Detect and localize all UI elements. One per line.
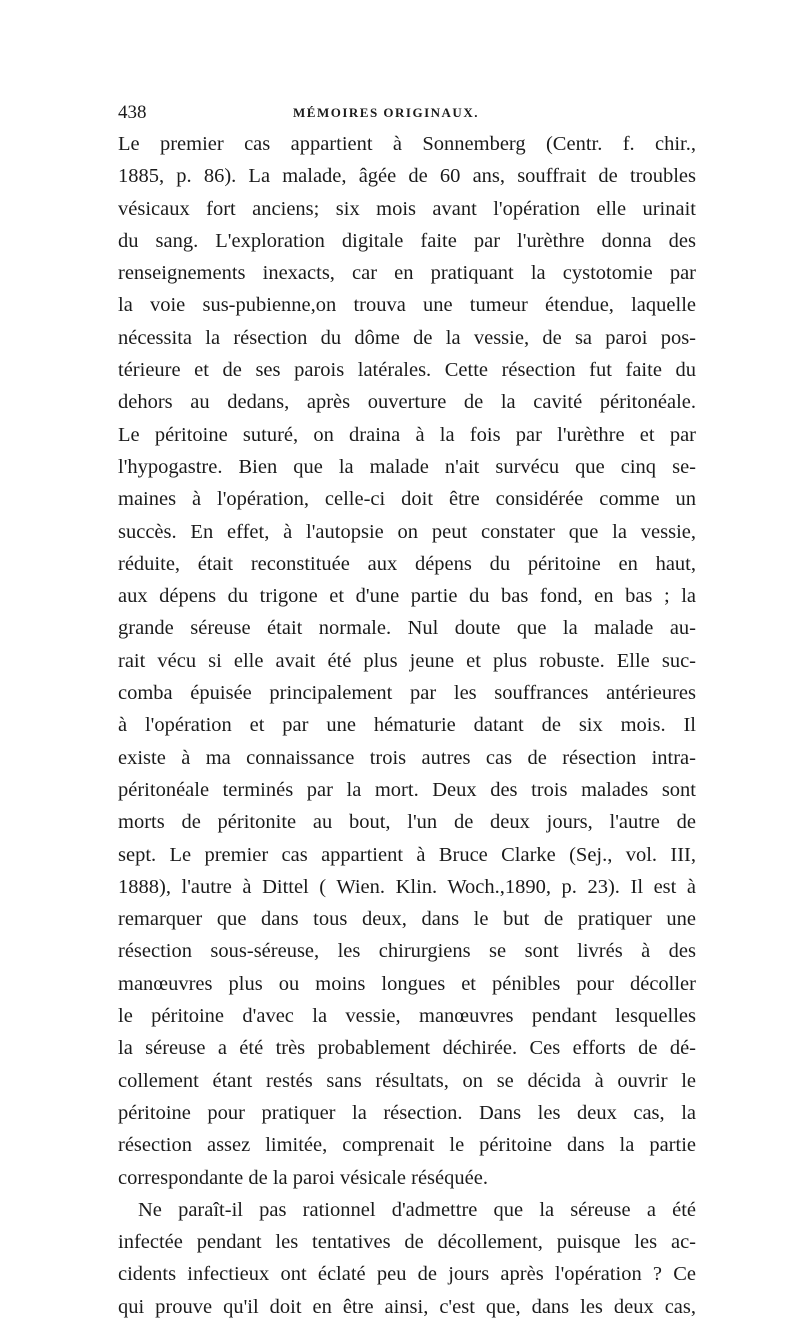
- text-line: péritonéale terminés par la mort. Deux des trois malades sont: [118, 778, 696, 801]
- body-text: [118, 128, 696, 1323]
- text-line: l'hypogastre. Bien que la malade n'ait survécu que cinq se-: [118, 455, 696, 478]
- text-line: collement étant restés sans résultats, on se décida à ouvrir le: [118, 1069, 696, 1092]
- text-line: manœuvres plus ou moins longues et pénibles pour décoller: [118, 972, 696, 995]
- running-title: MÉMOIRES ORIGINAUX.: [293, 105, 479, 120]
- text-line: grande séreuse était normale. Nul doute que la malade au-: [118, 617, 696, 640]
- text-line: résection assez limitée, comprenait le péritoine dans la partie: [118, 1134, 696, 1157]
- text-line: correspondante de la paroi vésicale réséquée.: [118, 1166, 488, 1189]
- text-line: du sang. L'exploration digitale faite par l'urèthre donna des: [118, 229, 696, 252]
- text-line: succès. En effet, à l'autopsie on peut constater que la vessie,: [118, 520, 696, 543]
- text-line: la séreuse a été très probablement déchirée. Ces efforts de dé-: [118, 1037, 696, 1060]
- text-line: maines à l'opération, celle-ci doit être considérée comme un: [118, 488, 696, 511]
- text-line: 1888), l'autre à Dittel ( Wien. Klin. Woch.,1890, p. 23). Il est à: [118, 875, 696, 898]
- text-line: existe à ma connaissance trois autres cas de résection intra-: [118, 746, 696, 769]
- text-line: morts de péritonite au bout, l'un de deux jours, l'autre de: [118, 811, 696, 834]
- paragraph-2: [118, 1194, 696, 1323]
- text-line: sept. Le premier cas appartient à Bruce Clarke (Sej., vol. III,: [118, 843, 696, 866]
- text-line: réduite, était reconstituée aux dépens du péritoine en haut,: [118, 552, 696, 575]
- page-number: 438: [118, 102, 147, 123]
- text-line: remarquer que dans tous deux, dans le but de pratiquer une: [118, 908, 696, 931]
- text-line: Le premier cas appartient à Sonnemberg (Centr. f. chir.,: [118, 133, 696, 155]
- paragraph-1: [118, 128, 696, 1194]
- text-line: aux dépens du trigone et d'une partie du bas fond, en bas ; la: [118, 585, 696, 608]
- text-line: qui prouve qu'il doit en être ainsi, c'est que, dans les deux cas,: [118, 1295, 696, 1318]
- text-line: comba épuisée principalement par les souffrances antérieures: [118, 682, 696, 705]
- text-line: rait vécu si elle avait été plus jeune et plus robuste. Elle suc-: [118, 649, 696, 672]
- text-line: 1885, p. 86). La malade, âgée de 60 ans, souffrait de troubles: [118, 165, 696, 188]
- text-line: vésicaux fort anciens; six mois avant l'opération elle urinait: [118, 197, 696, 220]
- text-line: le péritoine d'avec la vessie, manœuvres pendant lesquelles: [118, 1005, 696, 1028]
- text-line: résection sous-séreuse, les chirurgiens se sont livrés à des: [118, 940, 696, 963]
- page-header: [118, 102, 696, 128]
- text-line: péritoine pour pratiquer la résection. Dans les deux cas, la: [118, 1101, 696, 1124]
- text-line: cidents infectieux ont éclaté peu de jours après l'opération ? Ce: [118, 1263, 696, 1286]
- text-line: Ne paraît-il pas rationnel d'admettre que la séreuse a été: [138, 1198, 696, 1221]
- text-line: à l'opération et par une hématurie datant de six mois. Il: [118, 714, 696, 737]
- text-line: nécessita la résection du dôme de la vessie, de sa paroi pos-: [118, 326, 696, 349]
- text-line: térieure et de ses parois latérales. Cette résection fut faite du: [118, 359, 696, 382]
- text-line: la voie sus-pubienne,on trouva une tumeur étendue, laquelle: [118, 294, 696, 317]
- text-line: dehors au dedans, après ouverture de la cavité péritonéale.: [118, 391, 696, 414]
- text-line: renseignements inexacts, car en pratiquant la cystotomie par: [118, 262, 696, 285]
- text-line: Le péritoine suturé, on draina à la fois par l'urèthre et par: [118, 423, 696, 446]
- text-line: infectée pendant les tentatives de décollement, puisque les ac-: [118, 1231, 696, 1254]
